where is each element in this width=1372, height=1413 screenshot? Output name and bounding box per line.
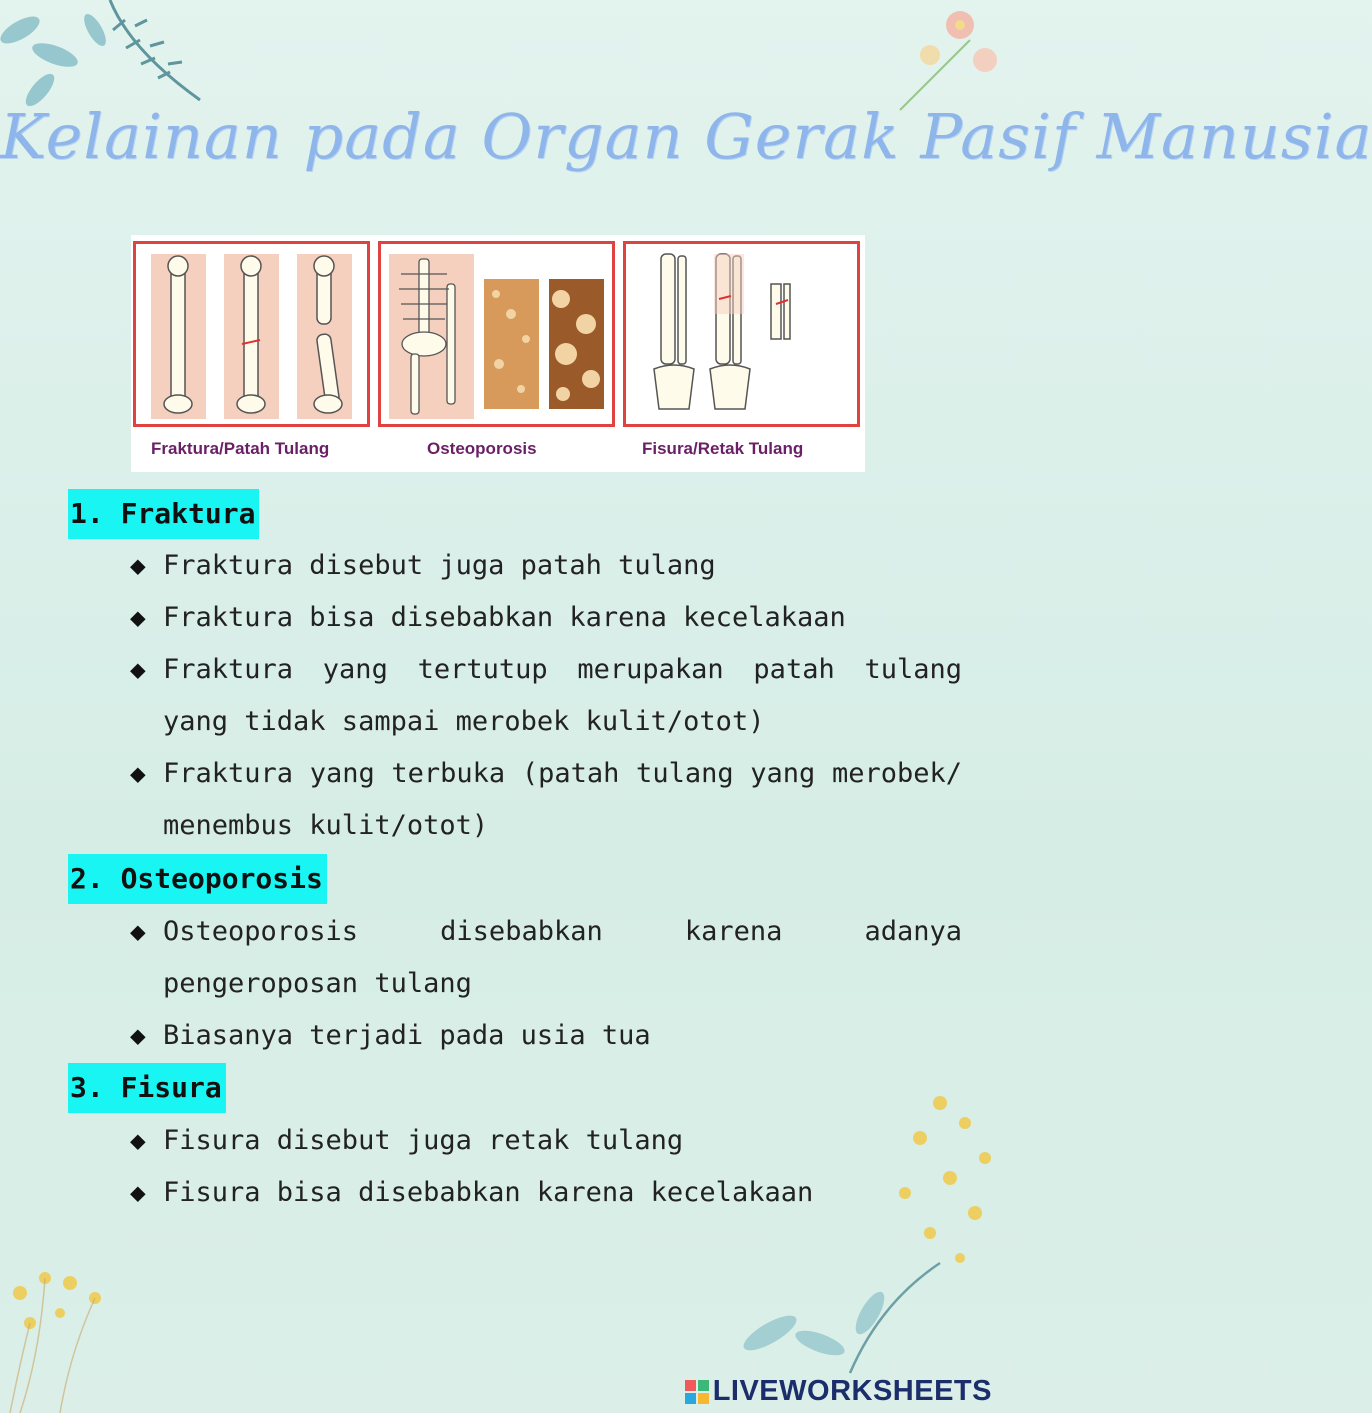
- liveworksheets-logo-icon: [685, 1380, 709, 1404]
- diamond-bullet-icon: ◆: [130, 551, 146, 581]
- diamond-bullet-icon: ◆: [130, 1178, 146, 1208]
- diamond-bullet-icon: ◆: [130, 759, 146, 789]
- fracture-panel: [133, 241, 370, 427]
- caption-fraktura: Fraktura/Patah Tulang: [151, 439, 330, 458]
- list-item: ◆ Fraktura disebut juga patah tulang: [130, 540, 962, 592]
- list-item: ◆ Biasanya terjadi pada usia tua: [130, 1010, 962, 1062]
- diamond-bullet-icon: ◆: [130, 603, 146, 633]
- diamond-bullet-icon: ◆: [130, 1126, 146, 1156]
- list-item: ◆ Fisura bisa disebabkan karena kecelakaan: [130, 1167, 962, 1219]
- watermark-text: LIVEWORKSHEETS: [712, 1375, 992, 1407]
- fracture-illustration: [136, 244, 367, 424]
- liveworksheets-watermark[interactable]: [685, 1375, 992, 1408]
- diamond-bullet-icon: ◆: [130, 917, 146, 947]
- flower-decoration-bottom-left: [0, 1253, 200, 1413]
- list-item: ◆ Fraktura bisa disebabkan karena kecelakaan: [130, 592, 962, 644]
- list-item: ◆ Fraktura yang tertutup merupakan patah tulang yang tidak sampai merobek kulit/otot): [130, 644, 962, 748]
- diamond-bullet-icon: ◆: [130, 1021, 146, 1051]
- caption-fisura: Fisura/Retak Tulang: [642, 439, 804, 458]
- section-heading-osteoporosis: 2. Osteoporosis: [68, 854, 327, 904]
- list-item: ◆ Fraktura yang terbuka (patah tulang yang merobek/ menembus kulit/otot): [130, 748, 962, 852]
- fissure-illustration: [626, 244, 857, 424]
- page-title: Kelainan pada Organ Gerak Pasif Manusia: [0, 100, 1372, 173]
- list-item: ◆ Fisura disebut juga retak tulang: [130, 1115, 962, 1167]
- fissure-panel: [623, 241, 860, 427]
- caption-osteoporosis: Osteoporosis: [427, 439, 537, 458]
- osteoporosis-panel: [378, 241, 615, 427]
- list-item: ◆ Osteoporosis disebabkan karena adanya pengeroposan tulang: [130, 906, 962, 1010]
- section-heading-fraktura: 1. Fraktura: [68, 489, 259, 539]
- section-heading-fisura: 3. Fisura: [68, 1063, 226, 1113]
- figure-strip: [131, 235, 865, 472]
- diamond-bullet-icon: ◆: [130, 655, 146, 685]
- osteoporosis-illustration: [381, 244, 612, 424]
